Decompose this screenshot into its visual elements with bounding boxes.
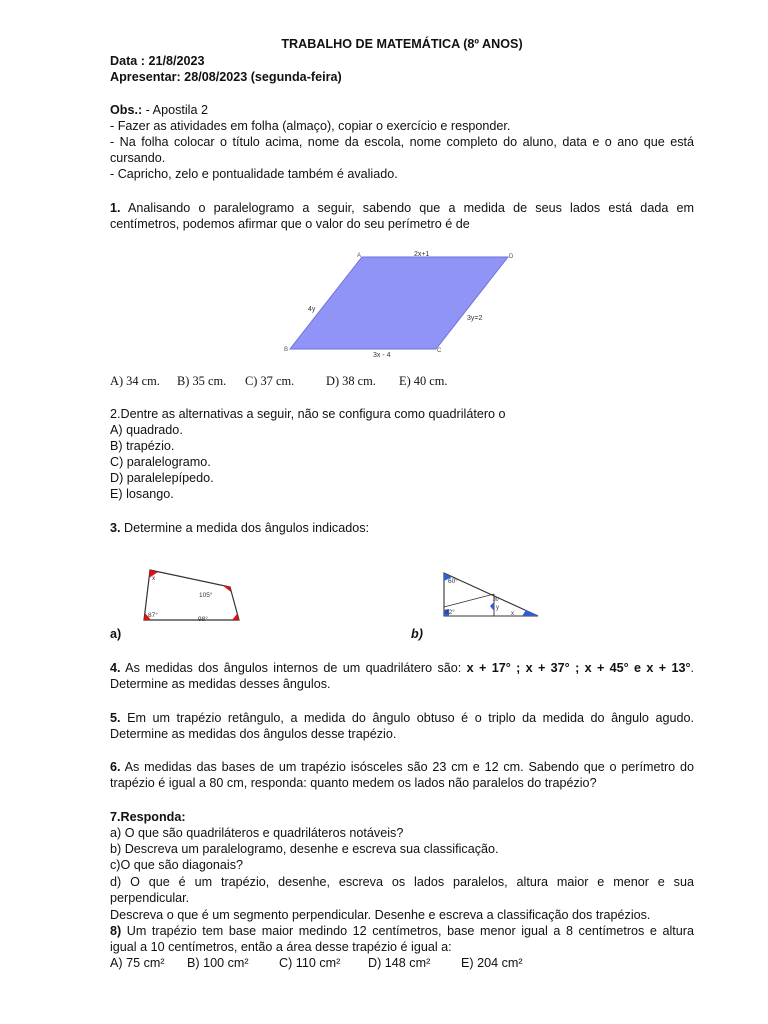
side-top-label: 2x+1 [414, 251, 430, 258]
triangle-figure-b [438, 568, 542, 620]
q7-item-d: d) O que é um trapézio, desenhe, escreva os lados paralelos, altura maior e menor e sua [110, 875, 694, 889]
q1-line-2: centímetros, podemos afirmar que o valor do seu perímetro é de [110, 217, 470, 231]
obs-line-4: cursando. [110, 151, 166, 165]
inner-segment [444, 594, 494, 607]
q1-option-e: E) 40 cm. [399, 374, 448, 388]
obs-line-5: - Capricho, zelo e pontualidade também é avaliado. [110, 167, 398, 181]
q1-option-a: A) 34 cm. [110, 374, 160, 388]
angle-y-label: y [496, 605, 499, 611]
vertex-a-label: A [357, 253, 362, 259]
q3-text: 3. Determine a medida dos ângulos indicados: [110, 521, 370, 535]
q2-option-d: D) paralelepípedo. [110, 471, 214, 485]
q2-option-a: A) quadrado. [110, 423, 183, 437]
angle-x-label: x [152, 575, 156, 582]
q1-line-1: 1. Analisando o paralelogramo a seguir, sabendo que a medida de seus lados está dada em [110, 201, 694, 215]
q7-item-e: Descreva o que é um segmento perpendicular. Desenhe e escreva a classificação dos trapézios. [110, 908, 651, 922]
q5-line-2: Determine as medidas dos ângulos desse trapézio. [110, 727, 397, 741]
q4-line-2: Determine as medidas desses ângulos. [110, 677, 331, 691]
obs-line-1: Obs.: - Apostila 2 [110, 103, 208, 117]
q1-option-b: B) 35 cm. [177, 374, 227, 388]
q1-option-d: D) 38 cm. [326, 374, 376, 388]
date-line: Data : 21/8/2023 [110, 54, 205, 68]
obs-label: Obs.: [110, 103, 143, 117]
present-line: Apresentar: 28/08/2023 (segunda-feira) [110, 70, 342, 84]
vertex-d-label: D [509, 254, 514, 260]
q2-option-b: B) trapézio. [110, 439, 175, 453]
q4-line-1: 4. As medidas dos ângulos internos de um quadrilátero são: x + 17° ; x + 37° ; x + 45° e x + 13°. [110, 661, 694, 675]
q8-option-c: C) 110 cm² [279, 956, 341, 970]
vertex-c-label: C [437, 348, 442, 354]
q7-heading: 7.Responda: [110, 810, 186, 824]
q3-figure-a-label: a) [110, 627, 122, 641]
angle-98-label: 98° [198, 616, 208, 623]
q7-item-b: b) Descreva um paralelogramo, desenhe e escreva sua classificação. [110, 842, 499, 856]
q7-item-c: c)O que são diagonais? [110, 858, 244, 872]
parallelogram-shape [290, 257, 508, 349]
q7-item-a: a) O que são quadriláteros e quadriláteros notáveis? [110, 826, 404, 840]
quadrilateral-shape [144, 570, 239, 620]
q1-option-c: C) 37 cm. [245, 374, 295, 388]
document-title: TRABALHO DE MATEMÁTICA (8º ANOS) [281, 37, 523, 51]
angle-x-label-b: x [511, 611, 514, 617]
q6-line-1: 6. As medidas das bases de um trapézio isósceles são 23 cm e 12 cm. Sabendo que o perímetro do [110, 760, 694, 774]
side-bottom-label: 3x - 4 [373, 352, 391, 359]
obs-line-2: - Fazer as atividades em folha (almaço), copiar o exercício e responder. [110, 119, 511, 133]
q5-line-1: 5. Em um trapézio retângulo, a medida do ângulo obtuso é o triplo da medida do ângulo agudo. [110, 711, 694, 725]
side-right-label: 3y=2 [467, 315, 483, 322]
angle-30-label: 30 [493, 597, 499, 603]
q3-figure-b-label: b) [411, 627, 423, 641]
q8-option-b: B) 100 cm² [187, 956, 249, 970]
q6-line-2: trapézio é igual a 80 cm, responda: quanto medem os lados não paralelos do trapézio? [110, 776, 597, 790]
vertex-b-label: B [284, 347, 289, 353]
q8-line-2: igual a 10 centímetros, então a área desse trapézio é igual a: [110, 940, 452, 954]
angle-105-label: 105° [199, 592, 213, 599]
q8-line-1: 8) Um trapézio tem base maior medindo 12 centímetros, base menor igual a 8 centímetros e altura [110, 924, 694, 938]
angle-y-marker [490, 602, 494, 611]
q2-option-c: C) paralelogramo. [110, 455, 211, 469]
q8-option-e: E) 204 cm² [461, 956, 523, 970]
obs-line-3: - Na folha colocar o título acima, nome da escola, nome completo do aluno, data e o ano que está [110, 135, 694, 149]
q7-item-d-cont: perpendicular. [110, 891, 190, 905]
q8-option-a: A) 75 cm² [110, 956, 165, 970]
angle-60-label: 60° [448, 578, 458, 585]
angle-87-label: 87° [148, 612, 158, 619]
quadrilateral-figure-a [138, 565, 248, 627]
angle-82-label: 82° [445, 609, 455, 616]
q2-text: 2.Dentre as alternativas a seguir, não se configura como quadrilátero o [110, 407, 506, 421]
angle-bottom-right-marker [522, 610, 538, 616]
parallelogram-figure [280, 248, 520, 360]
q2-option-e: E) losango. [110, 487, 174, 501]
side-left-label: 4y [308, 306, 316, 313]
q8-option-d: D) 148 cm² [368, 956, 431, 970]
